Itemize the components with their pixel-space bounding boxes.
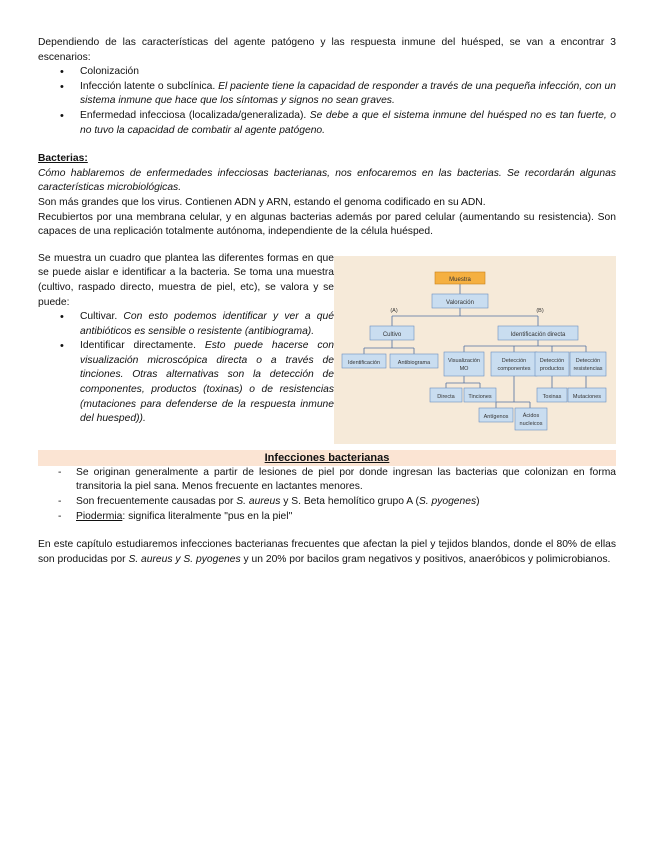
node-visualizacion [444,352,484,376]
node-identificacion-label: Identificación [347,359,381,366]
node-muestra-label: Muestra [449,276,471,283]
bacterias-p2: Recubiertos por una membrana celular, y en algunas bacterias además por pared celular (aumentando su resistencia). Son capaces de una replicación totalmente autónoma, independiente de la célula huésped. [38,211,616,238]
list-item: • Infección latente o subclínica. El paciente tiene la capacidad de responder a través de una pequeña infección, con un sistema inmune que hace que los síntomas y signos no sean graves. [38,80,616,109]
bacterias-intro: Cómo hablaremos de enfermedades infecciosas bacterianas, nos enfocaremos en las bacterias. Se recordarán algunas características microbiológicas. [38,167,616,194]
node-visualizacion-label-2: MO [459,365,469,372]
node-mutaciones-label: Mutaciones [572,393,602,400]
node-deteccion-productos-label-2: productos [539,365,565,372]
node-deteccion-productos-label-1: Detección [539,357,565,364]
section-title-infecciones: Infecciones bacterianas [264,451,390,464]
node-identificacion-directa-label: Identificación directa [510,331,566,338]
document-page [38,36,616,567]
list-item: - Son frecuentemente causadas por S. aureus y S. Beta hemolítico grupo A (S. pyogenes) [38,495,616,510]
cuadro-text-column [38,252,334,444]
intro-paragraph: Dependiendo de las características del agente patógeno y las respuesta inmune del huésped, se van a encontrar 3 escenarios: [38,37,616,63]
node-acidos-label-2: nucleicos [519,420,543,427]
node-directa-label: Directa [437,393,455,400]
section-title-bacterias: Bacterias: [38,153,88,165]
list-item: • Identificar directamente. Esto puede hacerse con visualización microscópica directa o a través de tinciones. Otras alternativas son la detección de componentes, productos (toxinas) o de resistencias (mutaciones para defenderse de la respuesta inmune del huesped)). [38,339,334,427]
cuadro-row [38,252,616,444]
cuadro-list [38,310,334,427]
list-item: - Se originan generalmente a partir de lesiones de piel por donde ingresan las bacterias que colonizan en forma transitoria la piel sana. Menos frecuente en lactantes menores. [38,466,616,495]
node-deteccion-resistencias [570,352,606,376]
closing-paragraph: En este capítulo estudiaremos infecciones bacterianas frecuentes que afectan la piel y tejidos blandos, donde el 80% de ellas son producidas por S. aureus y S. pyogenes y un 20% por bacilos gram negativos y positivos, anaeróbicos y polimicrobianos. [38,539,616,565]
node-deteccion-resistencias-label-2: resistencias [573,365,603,372]
list-item: - Piodermia: significa literalmente "pus en la piel" [38,510,616,525]
node-antibiograma-label: Antibiograma [397,359,431,366]
branch-b-label: (B) [536,307,544,314]
node-tinciones-label: Tinciones [468,393,492,400]
node-cultivo-label: Cultivo [382,331,402,338]
section-banner-infecciones [38,450,616,466]
cuadro-paragraph: Se muestra un cuadro que plantea las diferentes formas en que se puede aislar e identificar a la bacteria. Se toma una muestra (cultivo, raspado directo, muestra de piel, etc), se valora y se puede: [38,252,334,308]
scenario-list [38,65,616,138]
branch-a-label: (A) [390,307,398,314]
infecciones-list [38,466,616,524]
list-item: • Cultivar. Con esto podemos identificar y ver a qué antibióticos es sensible o resistente (antibiograma). [38,310,334,339]
flowchart-svg [334,256,616,444]
node-antigenos-label: Antígenos [483,413,509,420]
node-deteccion-componentes-label-1: Detección [501,357,527,364]
list-item: • Enfermedad infecciosa (localizada/generalizada). Se debe a que el sistema inmune del huésped no es tan fuerte, o no tuvo la capacidad de combatir al agente patógeno. [38,109,616,138]
node-deteccion-resistencias-label-1: Detección [575,357,601,364]
node-visualizacion-label-1: Visualización [447,357,481,364]
list-item: • Colonización [38,65,616,80]
diagnosis-flowchart [334,256,616,444]
node-toxinas-label: Toxinas [542,393,562,400]
node-acidos-label-1: Ácidos [522,412,540,419]
node-valoracion-label: Valoración [446,299,474,306]
bacterias-p1: Son más grandes que los virus. Contienen ADN y ARN, estando el genoma codificado en su ADN. [38,196,486,208]
node-deteccion-productos [535,352,569,376]
node-deteccion-componentes-label-2: componentes [497,365,531,372]
node-deteccion-componentes [491,352,537,376]
